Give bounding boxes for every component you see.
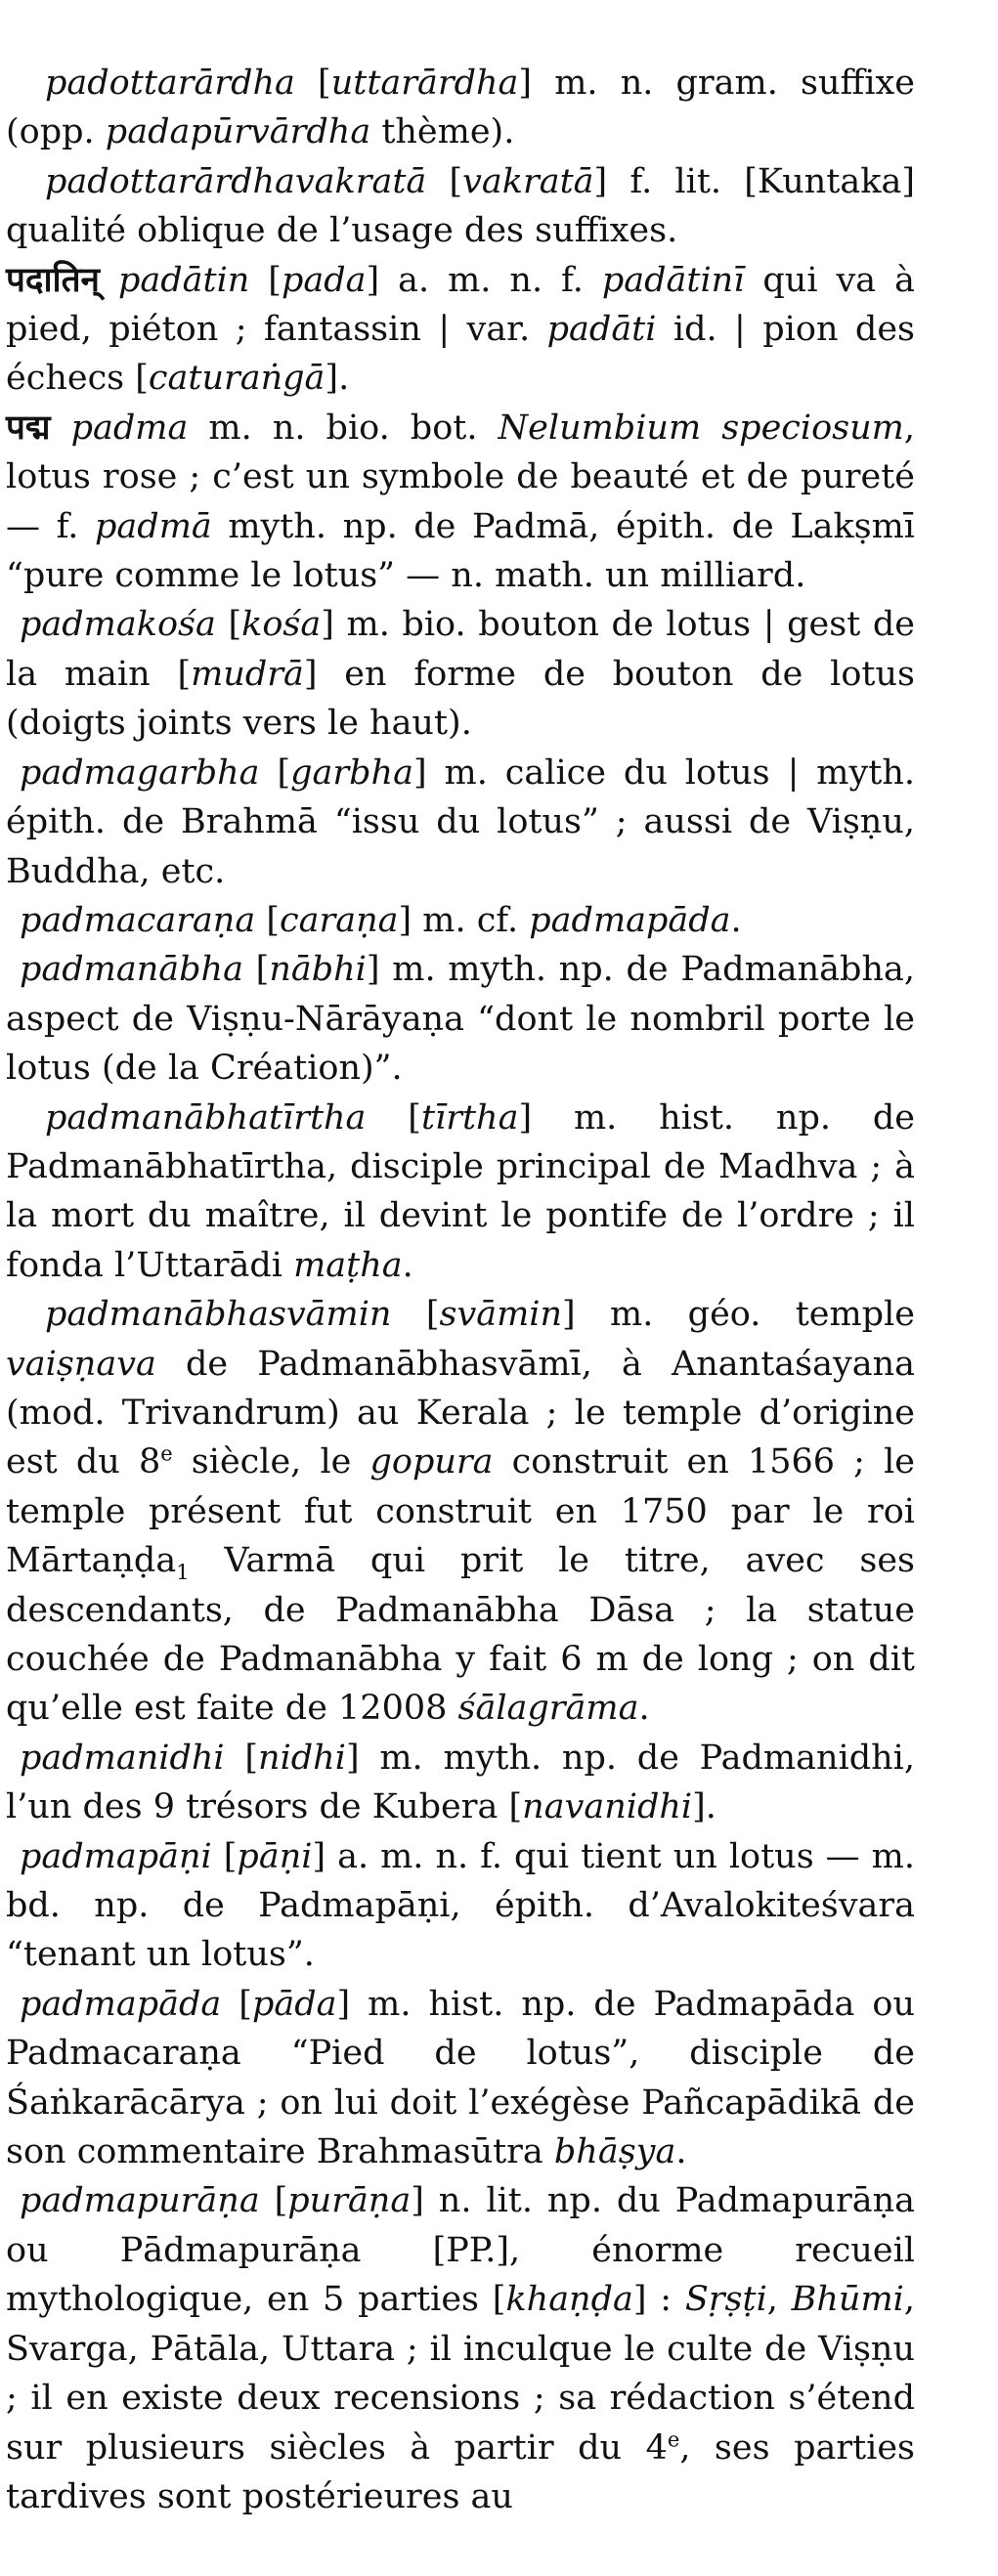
entry-text: ] f. lit. [Kuntaka] qualité oblique de l’usage des suffixes. <box>6 161 915 251</box>
italic-term: caraṇa <box>280 900 399 940</box>
italic-term: padmapurāṇa <box>20 2181 260 2221</box>
italic-term: padapūrvārdha <box>105 112 371 152</box>
entry-padmagarbha <box>6 749 915 896</box>
entry-text: . <box>402 1245 413 1285</box>
entry-text: ] a. m. n. f. <box>366 260 602 300</box>
entry-padmapurana <box>6 2176 915 2521</box>
entry-text: , <box>766 2280 792 2320</box>
entry-text: ] m. cf. <box>398 900 530 940</box>
entry-text: [ <box>215 605 242 645</box>
entry-text: , ses parties tardives sont postérieures au <box>6 2427 916 2516</box>
entry-text: ] m. n. gram. suffixe (opp. <box>6 64 916 152</box>
entry-text: ] a. m. n. f. qui tient un lotus — m. bd. np. de Padmapāṇi, épith. d’Avalokiteśvara “tenant un lotus”. <box>6 1836 915 1975</box>
entry-text: . <box>730 900 742 940</box>
italic-term: padmanābha <box>20 950 243 990</box>
italic-term: padmapāda <box>529 900 731 940</box>
italic-term: nidhi <box>258 1738 346 1778</box>
entry-text <box>51 408 71 448</box>
italic-term: padmapāda <box>20 1984 222 2024</box>
entry-text: ]. <box>692 1787 716 1827</box>
entry-text: [ <box>259 752 291 793</box>
italic-term: kośa <box>241 605 322 645</box>
entry-text: [ <box>242 950 270 990</box>
italic-term: uttarārdha <box>330 64 519 103</box>
entry-text: de Padmanābhasvāmī, à Anantaśayana (mod. Trivandrum) au Kerala ; le temple d’origine est du 8 <box>6 1344 915 1482</box>
entry-text: thème). <box>370 112 515 152</box>
entry-padmapani <box>6 1832 915 1980</box>
entry-text: myth. np. de Padmā, épith. de Lakṣmī “pure comme le lotus” — n. math. un milliard. <box>6 506 915 596</box>
italic-term: padmagarbha <box>20 752 260 793</box>
entry-text: ] m. hist. np. de Padmanābhatīrtha, disciple principal de Madhva ; à la mort du maître, il devint le pontife de l’ordre ; il fonda l’Uttarādi <box>6 1097 915 1285</box>
entry-padatin <box>6 256 915 404</box>
italic-term: padāti <box>546 310 657 350</box>
italic-term: navanidhi <box>522 1787 693 1827</box>
entry-text: ]. <box>325 359 350 399</box>
italic-term: pāda <box>251 1984 337 2024</box>
entry-text: ] m. géo. temple <box>562 1295 915 1335</box>
italic-term: maṭha <box>293 1245 403 1285</box>
entry-text: [ <box>211 1836 238 1876</box>
entry-padmanabha <box>6 945 915 1093</box>
italic-term: khaṇḍa <box>505 2280 633 2320</box>
devanagari-headword: पद्म <box>6 407 51 448</box>
italic-term: caturaṅgā <box>148 359 325 399</box>
italic-term: padmanābhasvāmin <box>45 1295 392 1335</box>
italic-term: garbha <box>290 752 413 793</box>
italic-term: pada <box>281 260 367 300</box>
italic-term: padmakośa <box>20 605 216 645</box>
entry-text: [ <box>259 2181 288 2221</box>
superscript: e <box>160 1441 173 1466</box>
entry-text: [ <box>249 260 282 300</box>
entry-padmanabhatirtha <box>6 1094 915 1291</box>
italic-term: Nelumbium speciosum <box>498 408 904 448</box>
italic-term: Bhūmi <box>791 2280 904 2320</box>
entry-text: [ <box>221 1984 252 2024</box>
italic-term: padmā <box>95 506 212 546</box>
entry-text: , lotus rose ; c’est un symbole de beauté et de pureté — f. <box>6 408 915 546</box>
entry-padottarardha <box>6 59 915 157</box>
entry-padmacarana <box>6 896 915 945</box>
italic-term: padottarārdha <box>45 64 295 103</box>
entry-text: construit en 1566 ; le temple présent fut construit en 1750 par le roi Mārtaṇḍa <box>6 1442 915 1581</box>
entry-text: m. n. bio. bot. <box>188 408 499 448</box>
entry-text: qui va à pied, piéton ; fantassin | var. <box>6 260 915 350</box>
italic-term: padātinī <box>601 260 745 300</box>
italic-term: pāṇi <box>237 1836 313 1876</box>
entry-text: [ <box>366 1097 421 1138</box>
entry-padmakosa <box>6 600 915 748</box>
entry-text: ] n. lit. np. du Padmapurāṇa ou Pādmapurāṇa [PP.], énorme recueil mythologique, en 5 parties [ <box>6 2181 915 2320</box>
devanagari-headword: पदातिन् <box>6 259 100 300</box>
dictionary-page <box>6 59 915 2521</box>
entry-text: ] m. bio. bouton de lotus | gest de la main [ <box>6 605 916 694</box>
italic-term: vakratā <box>462 161 594 201</box>
italic-term: tīrtha <box>420 1097 519 1138</box>
entry-text: id. | pion des échecs [ <box>6 310 915 399</box>
entry-text: [ <box>391 1295 440 1335</box>
entry-text: [ <box>294 64 331 103</box>
entry-padmapada <box>6 1980 915 2177</box>
entry-text: , Svarga, Pātāla, Uttara ; il inculque le culte de Viṣṇu ; il en existe deux recensions ; sa rédaction s’étend sur plusieurs siècles à partir du 4 <box>6 2280 915 2468</box>
italic-term: nābhi <box>269 950 367 990</box>
entry-text: [ <box>426 161 463 201</box>
entry-text: siècle, le <box>172 1442 370 1482</box>
entry-text <box>100 261 118 300</box>
entry-text: ] en forme de bouton de lotus (doigts joints vers le haut). <box>6 654 915 744</box>
subscript: 1 <box>176 1561 190 1585</box>
entry-padma <box>6 404 915 601</box>
entry-text: ] m. myth. np. de Padmanābha, aspect de Viṣṇu-Nārāyaṇa “dont le nombril porte le lotus (de la Création)”. <box>6 950 915 1089</box>
entry-padmanabhasvamin <box>6 1290 915 1734</box>
italic-term: padmanidhi <box>20 1738 225 1778</box>
italic-term: Sṛṣṭi <box>684 2280 767 2320</box>
italic-term: padmacaraṇa <box>20 900 256 940</box>
italic-term: śālagrāma <box>457 1689 639 1729</box>
italic-term: gopura <box>369 1442 494 1482</box>
entry-text: . <box>675 2132 687 2172</box>
italic-term: padma <box>70 408 189 448</box>
italic-term: padmanābhatīrtha <box>45 1097 367 1138</box>
entry-text: . <box>638 1689 650 1729</box>
italic-term: bhāṣya <box>553 2132 676 2172</box>
entry-text: Varmā qui prit le titre, avec ses descendants, de Padmanābha Dāsa ; la statue couchée de Padmanābha y fait 6 m de long ; on dit qu’elle est faite de 12008 <box>6 1541 915 1729</box>
entry-text: ] m. calice du lotus | myth. épith. de Brahmā “issu du lotus” ; aussi de Viṣṇu, Buddha, etc. <box>6 752 915 891</box>
entry-padottarardhavakrata <box>6 157 915 256</box>
entry-text: [ <box>255 900 280 940</box>
italic-term: mudrā <box>191 654 304 694</box>
italic-term: padātin <box>117 260 250 300</box>
entry-padmanidhi <box>6 1734 915 1832</box>
superscript: e <box>667 2426 680 2451</box>
italic-term: vaiṣṇava <box>6 1344 156 1384</box>
italic-term: padottarārdhavakratā <box>45 161 427 201</box>
italic-term: purāṇa <box>287 2181 412 2221</box>
entry-text: [ <box>224 1738 259 1778</box>
italic-term: svāmin <box>439 1295 563 1335</box>
entry-text: ] m. myth. np. de Padmanidhi, l’un des 9 trésors de Kubera [ <box>6 1738 915 1827</box>
entry-text: ] m. hist. np. de Padmapāda ou Padmacaraṇa “Pied de lotus”, disciple de Śaṅkarācārya ; on lui doit l’exégèse Pañcapādikā de son commentaire Brahmasūtra <box>6 1984 915 2172</box>
entry-text: ] : <box>632 2280 685 2320</box>
italic-term: padmapāṇi <box>20 1836 212 1876</box>
